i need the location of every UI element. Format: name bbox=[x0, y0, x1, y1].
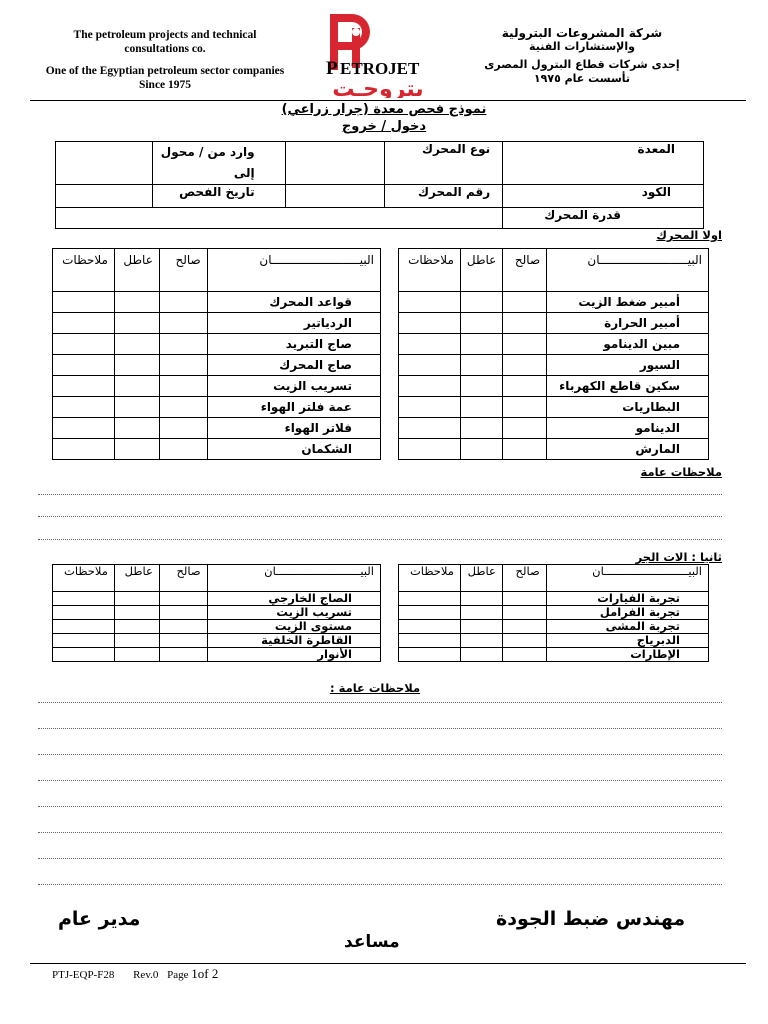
faulty-cell[interactable] bbox=[114, 620, 159, 634]
faulty-cell[interactable] bbox=[460, 376, 502, 397]
notes-line[interactable] bbox=[38, 832, 722, 833]
faulty-cell[interactable] bbox=[460, 439, 502, 460]
notes-cell[interactable] bbox=[399, 634, 461, 648]
notes-cell[interactable] bbox=[399, 397, 461, 418]
notes-line[interactable] bbox=[38, 702, 722, 703]
ok-cell[interactable] bbox=[503, 439, 547, 460]
notes-cell[interactable] bbox=[53, 397, 115, 418]
ok-cell[interactable] bbox=[159, 439, 207, 460]
notes-cell[interactable] bbox=[399, 418, 461, 439]
checklist-item-label: الدينامو bbox=[547, 418, 709, 439]
engine-type-value[interactable] bbox=[285, 142, 385, 185]
section1-notes-title: ملاحظات عامة bbox=[640, 465, 722, 479]
ok-cell[interactable] bbox=[503, 334, 547, 355]
ok-column-header: صالح bbox=[503, 249, 547, 292]
faulty-cell[interactable] bbox=[460, 334, 502, 355]
page-footer bbox=[52, 966, 218, 982]
checklist-item-label: تجربة الفيارات bbox=[546, 592, 708, 606]
checklist-row bbox=[53, 592, 381, 606]
faulty-cell[interactable] bbox=[114, 592, 159, 606]
faulty-cell[interactable] bbox=[114, 439, 159, 460]
notes-cell[interactable] bbox=[53, 606, 115, 620]
notes-cell[interactable] bbox=[399, 376, 461, 397]
notes-cell[interactable] bbox=[53, 620, 115, 634]
notes-cell[interactable] bbox=[399, 620, 461, 634]
from-to-label: وارد من / محول إلى bbox=[152, 142, 285, 185]
faulty-cell[interactable] bbox=[114, 313, 159, 334]
form-subtitle: دخول / خروج bbox=[341, 119, 427, 134]
checklist-item-label: تسريب الزيت bbox=[207, 606, 380, 620]
ok-cell[interactable] bbox=[159, 313, 207, 334]
ok-cell[interactable] bbox=[159, 648, 207, 662]
faulty-cell[interactable] bbox=[114, 606, 159, 620]
faulty-cell[interactable] bbox=[460, 592, 502, 606]
ok-cell[interactable] bbox=[503, 313, 547, 334]
page-prefix: Page bbox=[167, 969, 189, 981]
notes-line[interactable] bbox=[38, 754, 722, 755]
faulty-cell[interactable] bbox=[460, 355, 502, 376]
notes-cell[interactable] bbox=[399, 292, 461, 313]
notes-column-header: ملاحظات bbox=[399, 249, 461, 292]
notes-cell[interactable] bbox=[53, 439, 115, 460]
faulty-cell[interactable] bbox=[114, 334, 159, 355]
ok-column-header: صالح bbox=[159, 249, 207, 292]
ok-cell[interactable] bbox=[503, 397, 547, 418]
checklist-row bbox=[399, 592, 709, 606]
inspection-date-label: تاريخ الفحص bbox=[152, 185, 285, 208]
page-number: 1of 2 bbox=[191, 966, 219, 981]
notes-line[interactable] bbox=[38, 806, 722, 807]
faulty-cell[interactable] bbox=[460, 634, 502, 648]
checklist-row bbox=[53, 439, 381, 460]
item-column-header: البيـــــــــــــــــــــــــان bbox=[207, 565, 380, 592]
ok-cell[interactable] bbox=[159, 355, 207, 376]
company-since-line: Since 1975 bbox=[138, 79, 192, 91]
ok-cell[interactable] bbox=[502, 606, 546, 620]
notes-cell[interactable] bbox=[53, 592, 115, 606]
checklist-row bbox=[53, 355, 381, 376]
assistant-signature: مساعد bbox=[344, 932, 400, 952]
section2-notes-title: ملاحظات عامة : bbox=[330, 681, 421, 695]
header-divider bbox=[30, 100, 746, 101]
company-sector-ar-line: إحدى شركات قطاع البترول المصرى bbox=[484, 58, 680, 71]
checklist-row bbox=[53, 634, 381, 648]
checklist-row bbox=[53, 648, 381, 662]
checklist-item-label: الدبرياج bbox=[546, 634, 708, 648]
faulty-cell[interactable] bbox=[460, 313, 502, 334]
ok-cell[interactable] bbox=[159, 292, 207, 313]
logo-text-ar: بتروجـت bbox=[332, 77, 424, 98]
ok-cell[interactable] bbox=[159, 418, 207, 439]
engine-type-label: نوع المحرك bbox=[385, 142, 503, 185]
item-column-header: البيـــــــــــــــــــــــــان bbox=[207, 249, 380, 292]
checklist-item-label: الشكمان bbox=[207, 439, 380, 460]
checklist-item-label: تجربة الفرامل bbox=[546, 606, 708, 620]
checklist-item-label: أمبير ضغط الزيت bbox=[547, 292, 709, 313]
checklist-row bbox=[53, 334, 381, 355]
notes-column-header: ملاحظات bbox=[53, 249, 115, 292]
notes-line[interactable] bbox=[38, 780, 722, 781]
faulty-cell[interactable] bbox=[114, 376, 159, 397]
equipment-info-table bbox=[55, 141, 704, 229]
notes-cell[interactable] bbox=[399, 648, 461, 662]
engine-checklist-right bbox=[398, 248, 709, 460]
checklist-row bbox=[399, 376, 709, 397]
petrojet-logo bbox=[318, 12, 436, 98]
notes-line[interactable] bbox=[38, 516, 722, 517]
checklist-item-label: سكين قاطع الكهرباء bbox=[547, 376, 709, 397]
checklist-row bbox=[53, 418, 381, 439]
checklist-row bbox=[399, 355, 709, 376]
equipment-label: المعدة bbox=[503, 142, 704, 185]
notes-cell[interactable] bbox=[399, 606, 461, 620]
faulty-cell[interactable] bbox=[114, 418, 159, 439]
notes-cell[interactable] bbox=[399, 355, 461, 376]
notes-cell[interactable] bbox=[399, 313, 461, 334]
checklist-row bbox=[399, 439, 709, 460]
notes-column-header: ملاحظات bbox=[53, 565, 115, 592]
checklist-item-label: عمة فلتر الهواء bbox=[207, 397, 380, 418]
item-column-header: البيـــــــــــــــــــــــــان bbox=[547, 249, 709, 292]
checklist-item-label: القاطرة الخلفية bbox=[207, 634, 380, 648]
checklist-item-label: مبين الدينامو bbox=[547, 334, 709, 355]
checklist-item-label: تجربة المشى bbox=[546, 620, 708, 634]
ok-cell[interactable] bbox=[159, 606, 207, 620]
ok-column-header: صالح bbox=[502, 565, 546, 592]
ok-cell[interactable] bbox=[159, 376, 207, 397]
checklist-row bbox=[399, 313, 709, 334]
checklist-item-label: الصاج الخارجي bbox=[207, 592, 380, 606]
faulty-cell[interactable] bbox=[460, 648, 502, 662]
ok-cell[interactable] bbox=[159, 334, 207, 355]
company-name-arabic bbox=[482, 26, 682, 86]
checklist-item-label: السيور bbox=[547, 355, 709, 376]
faulty-cell[interactable] bbox=[114, 648, 159, 662]
ok-cell[interactable] bbox=[159, 397, 207, 418]
notes-line[interactable] bbox=[38, 858, 722, 859]
checklist-item-label: الردياتير bbox=[207, 313, 380, 334]
traction-checklist-left bbox=[52, 564, 381, 662]
checklist-row bbox=[399, 648, 709, 662]
inspection-date-value[interactable] bbox=[56, 185, 153, 208]
checklist-row bbox=[53, 620, 381, 634]
notes-cell[interactable] bbox=[53, 313, 115, 334]
item-column-header: البيـــــــــــــــــــــــــان bbox=[546, 565, 708, 592]
company-name-ar-line2: والإستشارات الفنية bbox=[529, 40, 635, 53]
quality-engineer-signature: مهندس ضبط الجودة bbox=[496, 908, 686, 930]
checklist-item-label: مستوى الزيت bbox=[207, 620, 380, 634]
ok-cell[interactable] bbox=[159, 592, 207, 606]
company-name-ar-line1: شركة المشروعات البترولية bbox=[501, 26, 663, 40]
ok-cell[interactable] bbox=[502, 620, 546, 634]
traction-checklist-right bbox=[398, 564, 709, 662]
faulty-cell[interactable] bbox=[460, 606, 502, 620]
notes-line[interactable] bbox=[38, 884, 722, 885]
faulty-column-header: عاطل bbox=[114, 249, 159, 292]
notes-cell[interactable] bbox=[399, 592, 461, 606]
faulty-cell[interactable] bbox=[114, 292, 159, 313]
faulty-cell[interactable] bbox=[460, 418, 502, 439]
checklist-item-label: فلاتر الهواء bbox=[207, 418, 380, 439]
checklist-row bbox=[53, 397, 381, 418]
form-title: نموذج فحص معدة (جرار زراعي) bbox=[281, 102, 487, 117]
notes-line[interactable] bbox=[38, 728, 722, 729]
checklist-row bbox=[53, 376, 381, 397]
checklist-row bbox=[399, 620, 709, 634]
faulty-column-header: عاطل bbox=[114, 565, 159, 592]
faulty-column-header: عاطل bbox=[460, 565, 502, 592]
company-name-line2: consultations co. bbox=[124, 43, 206, 55]
revision: Rev.0 bbox=[133, 969, 159, 981]
company-name-english bbox=[30, 28, 300, 92]
checklist-row bbox=[399, 397, 709, 418]
checklist-row bbox=[53, 606, 381, 620]
faulty-cell[interactable] bbox=[114, 397, 159, 418]
checklist-row bbox=[399, 292, 709, 313]
form-code: PTJ-EQP-F28 bbox=[52, 969, 115, 981]
faulty-cell[interactable] bbox=[114, 634, 159, 648]
ok-cell[interactable] bbox=[503, 418, 547, 439]
faulty-cell[interactable] bbox=[460, 292, 502, 313]
checklist-row bbox=[399, 334, 709, 355]
ok-cell[interactable] bbox=[503, 292, 547, 313]
engine-no-value[interactable] bbox=[285, 185, 385, 208]
engine-power-label: قدرة المحرك bbox=[503, 208, 704, 229]
checklist-item-label: البطاريات bbox=[547, 397, 709, 418]
footer-divider bbox=[30, 963, 746, 964]
ok-cell[interactable] bbox=[502, 592, 546, 606]
notes-cell[interactable] bbox=[53, 418, 115, 439]
section2-title: ثانيا : الات الجر bbox=[635, 550, 722, 564]
checklist-item-label: صاج التبريد bbox=[207, 334, 380, 355]
checklist-item-label: الأنوار bbox=[207, 648, 380, 662]
svg-text:P: P bbox=[326, 58, 338, 79]
checklist-item-label: تسريب الزيت bbox=[207, 376, 380, 397]
company-name-line1: The petroleum projects and technical bbox=[73, 29, 257, 41]
ok-column-header: صالح bbox=[159, 565, 207, 592]
faulty-cell[interactable] bbox=[460, 397, 502, 418]
engine-checklist-left bbox=[52, 248, 381, 460]
ok-cell[interactable] bbox=[502, 634, 546, 648]
checklist-row bbox=[399, 418, 709, 439]
notes-cell[interactable] bbox=[53, 355, 115, 376]
checklist-row bbox=[399, 634, 709, 648]
company-sector-line: One of the Egyptian petroleum sector companies bbox=[45, 65, 285, 77]
ok-cell[interactable] bbox=[502, 648, 546, 662]
notes-cell[interactable] bbox=[399, 334, 461, 355]
checklist-item-label: صاج المحرك bbox=[207, 355, 380, 376]
checklist-item-label: قواعد المحرك bbox=[207, 292, 380, 313]
petrojet-logo-mark bbox=[318, 12, 436, 98]
checklist-row bbox=[53, 313, 381, 334]
notes-cell[interactable] bbox=[53, 376, 115, 397]
engine-power-value[interactable] bbox=[56, 208, 503, 229]
section1-title: اولا المحرك bbox=[656, 228, 722, 242]
logo-text-en: ETROJET bbox=[340, 59, 420, 78]
notes-cell[interactable] bbox=[399, 439, 461, 460]
code-label: الكود bbox=[503, 185, 704, 208]
checklist-item-label: الإطارات bbox=[546, 648, 708, 662]
checklist-row bbox=[53, 292, 381, 313]
notes-cell[interactable] bbox=[53, 334, 115, 355]
ok-cell[interactable] bbox=[159, 620, 207, 634]
general-manager-signature: مدير عام bbox=[58, 908, 141, 930]
notes-column-header: ملاحظات bbox=[399, 565, 461, 592]
ok-cell[interactable] bbox=[503, 376, 547, 397]
notes-cell[interactable] bbox=[53, 634, 115, 648]
notes-cell[interactable] bbox=[53, 648, 115, 662]
faulty-column-header: عاطل bbox=[460, 249, 502, 292]
company-since-ar-line: تأسست عام ١٩٧٥ bbox=[533, 72, 631, 85]
faulty-cell[interactable] bbox=[460, 620, 502, 634]
checklist-row bbox=[399, 606, 709, 620]
faulty-cell[interactable] bbox=[114, 355, 159, 376]
engine-no-label: رقم المحرك bbox=[385, 185, 503, 208]
checklist-item-label: المارش bbox=[547, 439, 709, 460]
checklist-item-label: أمبير الحرارة bbox=[547, 313, 709, 334]
ok-cell[interactable] bbox=[159, 634, 207, 648]
notes-cell[interactable] bbox=[53, 292, 115, 313]
ok-cell[interactable] bbox=[503, 355, 547, 376]
notes-line[interactable] bbox=[38, 539, 722, 540]
notes-line[interactable] bbox=[38, 494, 722, 495]
from-to-value[interactable] bbox=[56, 142, 153, 185]
